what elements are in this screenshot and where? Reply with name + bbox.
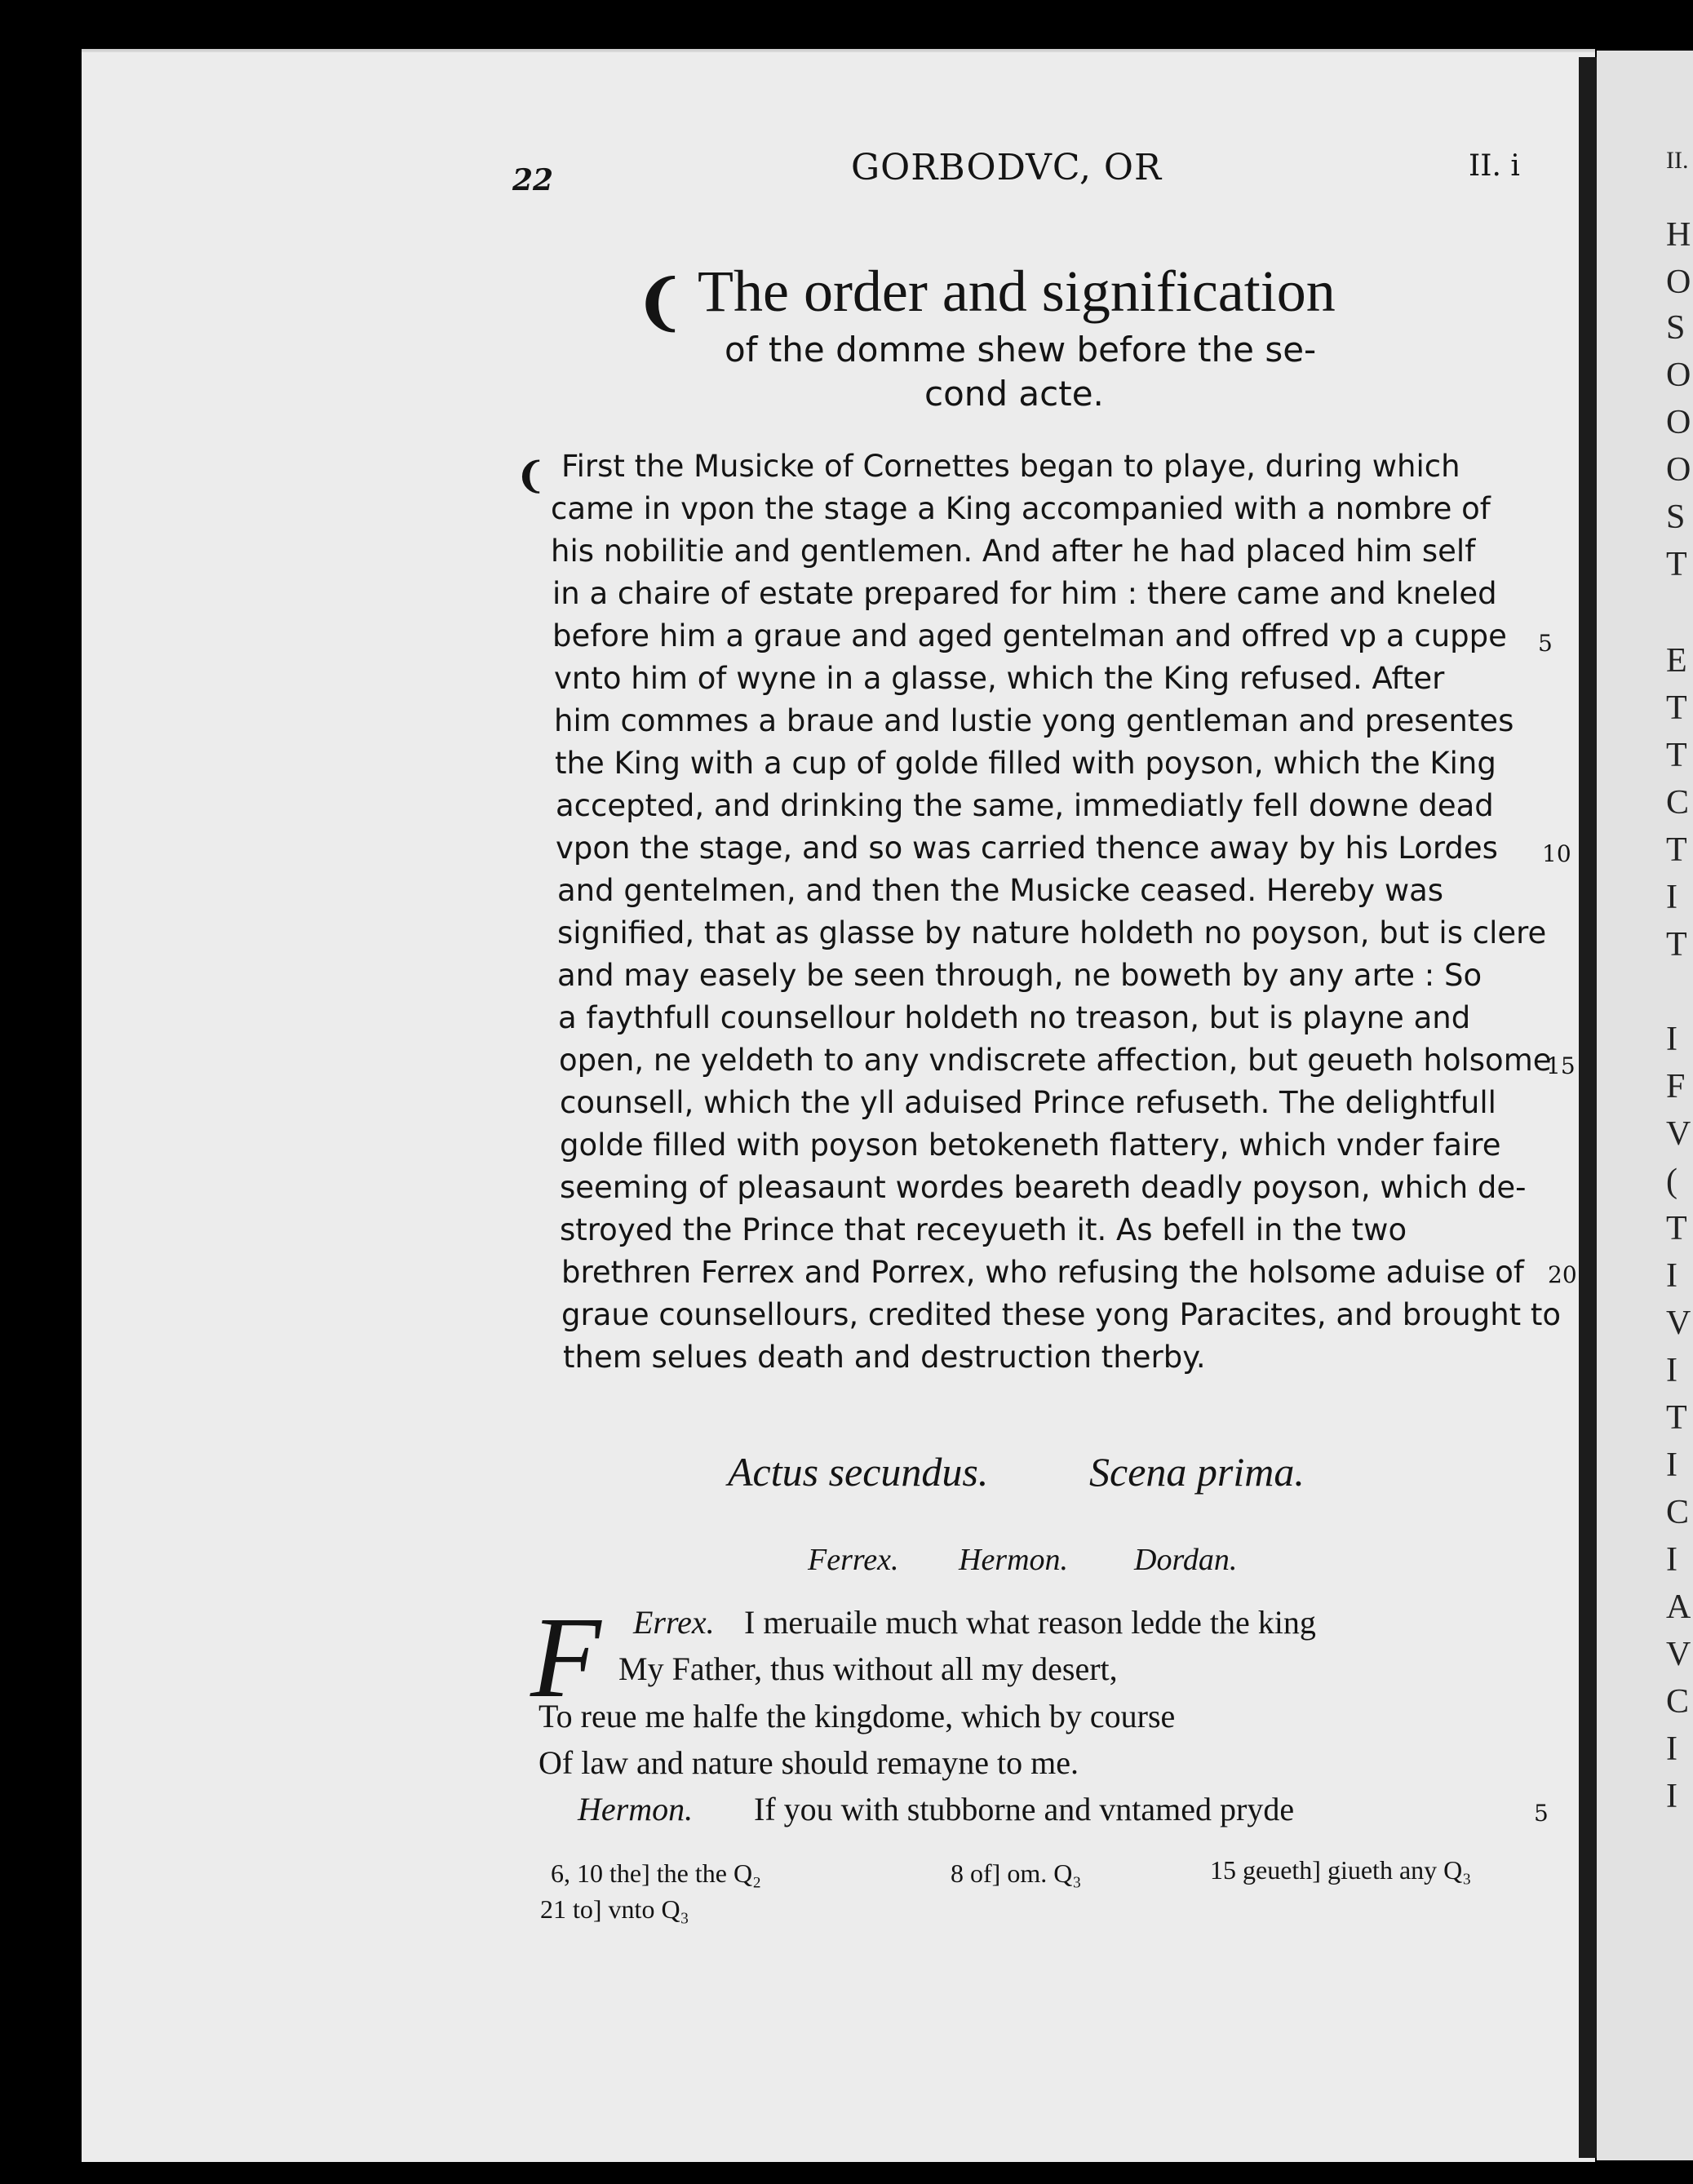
facing-letter: I <box>1666 1021 1677 1058</box>
line-number: 20 <box>1548 1261 1577 1288</box>
facing-letter: V <box>1666 1115 1691 1153</box>
prose-line: counsell, which the yll aduised Prince refuseth. The delightfull <box>560 1085 1496 1120</box>
prose-line: golde filled with poyson betokeneth flattery, which vnder faire <box>560 1127 1501 1163</box>
scene-heading: Scena prima. <box>1089 1449 1305 1495</box>
speaker-prefix: Errex. <box>633 1604 715 1641</box>
paragraph-mark-icon: ❨ <box>635 268 686 338</box>
prose-line: brethren Ferrex and Porrex, who refusing the holsome aduise of <box>561 1255 1524 1290</box>
prose-line: open, ne yeldeth to any vndiscrete affection, but geueth holsome <box>559 1043 1552 1078</box>
paragraph-mark-icon: ❨ <box>516 455 546 497</box>
prose-line: First the Musicke of Cornettes began to playe, during which <box>561 449 1460 484</box>
line-number: 15 <box>1546 1052 1576 1079</box>
facing-letter: T <box>1666 546 1687 583</box>
textual-note: 8 of] om. Q₃ <box>951 1858 1082 1888</box>
dumb-show-subheading: of the domme shew before the se- <box>725 330 1317 370</box>
facing-letter: E <box>1666 642 1687 680</box>
facing-letter: I <box>1666 1257 1677 1295</box>
verse-line: To reue me halfe the kingdome, which by course <box>538 1698 1176 1734</box>
facing-letter: A <box>1666 1588 1691 1626</box>
prose-line: before him a graue and aged gentelman and offred vp a cuppe <box>552 618 1507 653</box>
book-gutter <box>1579 57 1597 2158</box>
verse-line: Of law and nature should remayne to me. <box>538 1744 1079 1781</box>
facing-letter: C <box>1666 784 1690 822</box>
running-title: GORBODVC, OR <box>851 147 1163 188</box>
facing-letter: S <box>1666 309 1686 347</box>
facing-letter: C <box>1666 1683 1690 1721</box>
facing-letter: C <box>1666 1494 1690 1531</box>
prose-line: in a chaire of estate prepared for him : there came and kneled <box>552 576 1497 611</box>
act-heading: Actus secundus. <box>728 1449 989 1495</box>
speaker-name: Ferrex. <box>808 1543 899 1577</box>
drop-capital: F <box>530 1593 601 1721</box>
line-number: 5 <box>1538 630 1553 657</box>
facing-letter: H <box>1666 216 1691 254</box>
facing-letter: T <box>1666 1399 1687 1437</box>
prose-line: him commes a braue and lustie yong gentleman and presentes <box>554 703 1514 738</box>
prose-line: signified, that as glasse by nature holdeth no poyson, but is clere <box>557 915 1547 950</box>
prose-line: and gentelmen, and then the Musicke ceased. Hereby was <box>557 873 1444 908</box>
facing-letter: O <box>1666 357 1691 394</box>
facing-letter: T <box>1666 831 1687 869</box>
prose-line: a faythfull counsellour holdeth no treason, but is playne and <box>558 1000 1471 1035</box>
prose-line: came in vpon the stage a King accompanied with a nombre of <box>551 491 1491 526</box>
facing-letter: T <box>1666 737 1687 774</box>
facing-letter: T <box>1666 1210 1687 1247</box>
facing-letter: ( <box>1666 1163 1677 1200</box>
textual-note: 6, 10 the] the the Q₂ <box>551 1858 762 1888</box>
speaker-prefix: Hermon. <box>578 1791 694 1827</box>
facing-letter: I <box>1666 879 1677 916</box>
verse-line: My Father, thus without all my desert, <box>618 1650 1118 1687</box>
facing-letter: I <box>1666 1730 1677 1768</box>
page-number: 22 <box>512 163 554 197</box>
facing-letter: I <box>1666 1352 1677 1389</box>
prose-line: stroyed the Prince that receyueth it. As befell in the two <box>560 1212 1407 1247</box>
facing-letter: V <box>1666 1636 1691 1673</box>
prose-line: accepted, and drinking the same, immediatly fell downe dead <box>556 788 1494 823</box>
textual-note: 15 geueth] giueth any Q₃ <box>1210 1855 1472 1885</box>
facing-letter: I <box>1666 1778 1677 1815</box>
dumb-show-heading: The order and signification <box>698 259 1336 324</box>
speaker-name: Dordan. <box>1134 1543 1238 1577</box>
prose-line: his nobilitie and gentlemen. And after he had placed him self <box>551 534 1476 569</box>
prose-line: seeming of pleasaunt wordes beareth deadly poyson, which de- <box>560 1170 1527 1205</box>
prose-line: and may easely be seen through, ne boweth by any arte : So <box>557 958 1482 993</box>
facing-letter: S <box>1666 498 1686 536</box>
facing-letter: O <box>1666 404 1691 441</box>
line-number: 10 <box>1542 840 1571 867</box>
facing-header: II. <box>1666 147 1689 174</box>
facing-letter: T <box>1666 689 1687 727</box>
facing-letter: V <box>1666 1305 1691 1342</box>
speaker-name: Hermon. <box>959 1543 1069 1577</box>
act-marker: II. i <box>1469 149 1520 183</box>
prose-line: them selues death and destruction therby. <box>563 1340 1206 1375</box>
line-number: 5 <box>1534 1800 1549 1827</box>
facing-letter: T <box>1666 926 1687 964</box>
textual-note: 21 to] vnto Q₃ <box>540 1894 689 1924</box>
facing-letter: O <box>1666 451 1691 489</box>
prose-line: vpon the stage, and so was carried thence away by his Lordes <box>556 831 1498 866</box>
facing-letter: F <box>1666 1068 1686 1105</box>
verse-line: I meruaile much what reason ledde the king <box>744 1604 1316 1641</box>
facing-letter: O <box>1666 264 1691 301</box>
prose-line: the King with a cup of golde filled with poyson, which the King <box>555 746 1496 781</box>
prose-line: vnto him of wyne in a glasse, which the King refused. After <box>554 661 1445 696</box>
verse-line: If you with stubborne and vntamed pryde <box>754 1791 1295 1827</box>
facing-letter: I <box>1666 1541 1677 1579</box>
dumb-show-subheading: cond acte. <box>924 374 1104 414</box>
facing-letter: I <box>1666 1446 1677 1484</box>
prose-line: graue counsellours, credited these yong Paracites, and brought to <box>561 1297 1562 1332</box>
